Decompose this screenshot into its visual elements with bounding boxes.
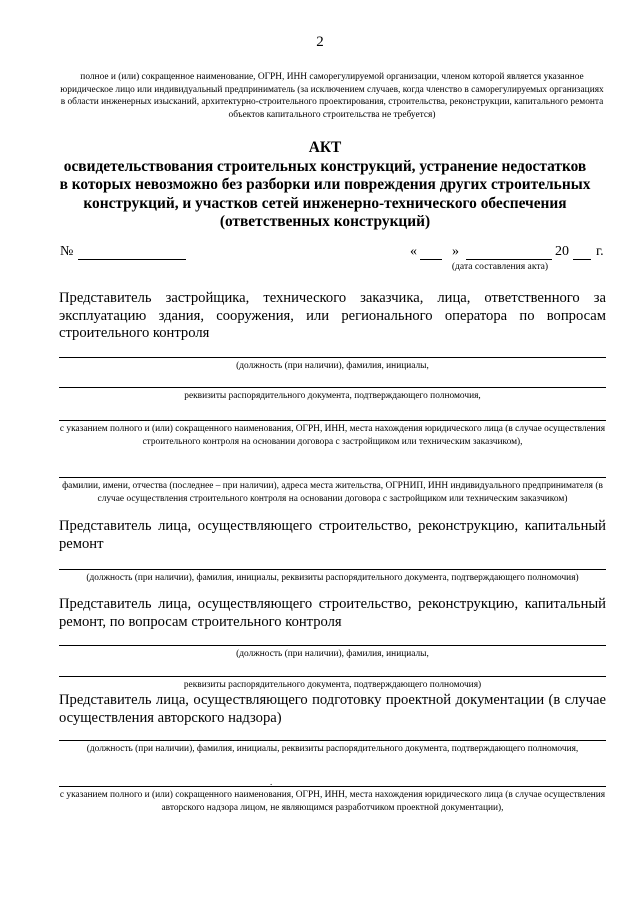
title-line-4: конструкций, и участков сетей инженерно-технического обеспечения	[83, 194, 567, 212]
year-suffix: г.	[596, 244, 604, 259]
developer-rep-caption-2: реквизиты распорядительного документа, подтверждающего полномочия,	[184, 391, 481, 401]
designer-rep-line-2[interactable]	[59, 786, 606, 787]
title-line-2: освидетельствования строительных конструкций, устранение недостатков	[63, 157, 587, 175]
date-caption: (дата составления акта)	[451, 261, 549, 272]
year-field[interactable]	[573, 259, 591, 260]
designer-rep-caption-1: (должность (при наличии), фамилия, инициалы, реквизиты распорядительного документа, подтверждающего полномочия,	[86, 744, 579, 754]
stray-dot: .	[270, 777, 273, 787]
builder-rep-heading: Представитель лица, осуществляющего строительство, реконструкцию, капитальный ремонт	[59, 518, 606, 552]
builder-control-rep-line-1[interactable]	[59, 645, 606, 646]
quote-open: «	[410, 244, 417, 259]
page-number: 2	[316, 34, 324, 50]
developer-rep-line-3[interactable]	[59, 420, 606, 421]
builder-control-rep-heading: Представитель лица, осуществляющего строительство, реконструкцию, капитальный ремонт, по вопросам строительного контроля	[59, 596, 606, 630]
builder-control-rep-caption-2: реквизиты распорядительного документа, подтверждающего полномочия)	[183, 680, 482, 690]
builder-control-rep-caption-1: (должность (при наличии), фамилия, инициалы,	[236, 649, 429, 659]
month-field[interactable]	[466, 259, 552, 260]
designer-rep-caption-2: с указанием полного и (или) сокращенного наименования, ОГРН, ИНН, места нахождения юридического лица (в случае осуществления авторского надзора лицом, не являющимся разработчиком проектной документации),	[59, 790, 606, 813]
builder-rep-line-1[interactable]	[59, 569, 606, 570]
developer-rep-line-1[interactable]	[59, 357, 606, 358]
developer-rep-caption-3: с указанием полного и (или) сокращенного наименования, ОГРН, ИНН, места нахождения юридического лица (в случае осуществления строительного контроля на основании договора с застройщиком или техническим заказчиком),	[59, 424, 606, 447]
developer-rep-line-2[interactable]	[59, 387, 606, 388]
designer-rep-line-1[interactable]	[59, 740, 606, 741]
title-line-3: в которых невозможно без разборки или повреждения других строительных	[59, 176, 591, 194]
builder-control-rep-line-2[interactable]	[59, 676, 606, 677]
act-title	[40, 139, 610, 232]
year-prefix: 20	[555, 244, 569, 259]
developer-rep-line-4[interactable]	[59, 477, 606, 478]
developer-rep-heading: Представитель застройщика, технического заказчика, лица, ответственного за эксплуатацию здания, сооружения, или регионального оператора по вопросам строительного контроля	[59, 290, 606, 342]
title-line-5: (ответственных конструкций)	[219, 213, 431, 231]
act-number-field[interactable]	[78, 259, 186, 260]
sro-caption: полное и (или) сокращенное наименование, ОГРН, ИНН саморегулируемой организации, членом которой является указанное юридическое лицо или индивидуальный предприниматель (за исключением случаев, когда членство в саморегулируемых организациях в области инженерных изысканий, архитектурно-строительного проектирования, строительства, реконструкции, капитального ремонта объектов капитального строительства не требуется)	[60, 72, 604, 120]
developer-rep-caption-4: фамилии, имени, отчества (последнее – при наличии), адреса места жительства, ОГРНИП, ИНН индивидуального предпринимателя (в случае осуществления строительного контроля на основании договора с застройщиком или техническим заказчиком)	[62, 481, 603, 504]
title-line-1: АКТ	[308, 139, 342, 156]
designer-rep-heading: Представитель лица, осуществляющего подготовку проектной документации (в случае осуществления авторского надзора)	[59, 692, 606, 726]
number-sign: №	[60, 244, 74, 259]
quote-close: »	[452, 244, 459, 259]
day-field[interactable]	[420, 259, 442, 260]
developer-rep-caption-1: (должность (при наличии), фамилия, инициалы,	[236, 361, 429, 371]
builder-rep-caption-1: (должность (при наличии), фамилия, инициалы, реквизиты распорядительного документа, подтверждающего полномочия)	[86, 573, 579, 583]
